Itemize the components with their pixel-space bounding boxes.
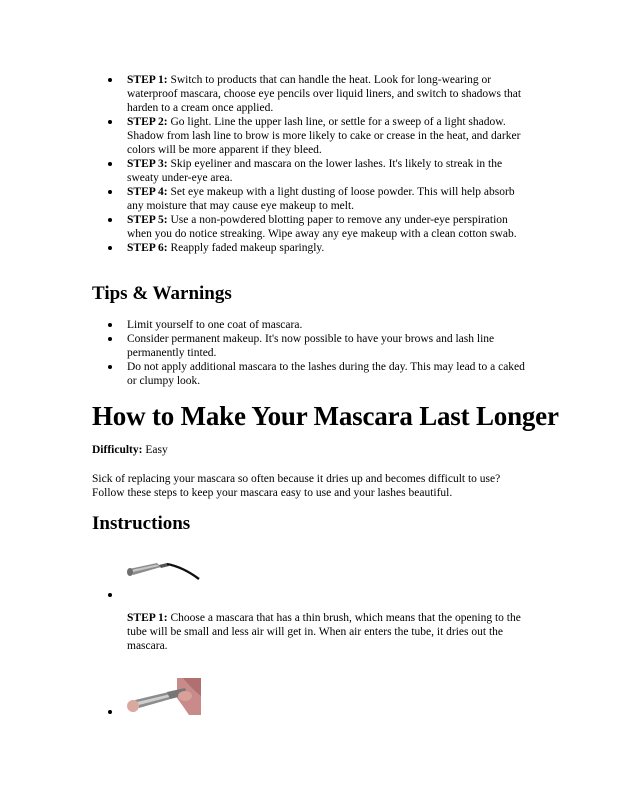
step-label: STEP 4: [127, 186, 168, 198]
step-text: Go light. Line the upper lash line, or settle for a sweep of a light shadow. Shadow from lash line to brow is more likely to cake or crease in the heat, and darker colors will be more apparent if they bleed. [127, 116, 521, 156]
step-text: Use a non-powdered blotting paper to remove any under-eye perspiration when you do notice streaking. Wipe away any eye makeup with a clean cotton swab. [127, 214, 517, 240]
list-item [92, 115, 532, 157]
step-label: STEP 1: [127, 612, 168, 624]
mascara-tube-image [127, 678, 201, 715]
step-label: STEP 5: [127, 214, 168, 226]
list-item: Do not apply additional mascara to the lashes during the day. This may lead to a caked or clumpy look. [92, 360, 532, 388]
list-item [92, 157, 532, 185]
step-text: Skip eyeliner and mascara on the lower lashes. It's likely to streak in the sweaty under-eye area. [127, 158, 503, 184]
list-bullet [108, 710, 112, 714]
steps-list [92, 73, 532, 255]
intro-paragraph: Sick of replacing your mascara so often because it dries up and becomes difficult to use? Follow these steps to keep your mascara easy to use and your lashes beautiful. [92, 473, 501, 499]
step-label: STEP 3: [127, 158, 168, 170]
mascara-wand-image [127, 555, 201, 585]
list-item [92, 185, 532, 213]
list-item [92, 213, 532, 241]
step-text: Reapply faded makeup sparingly. [167, 242, 325, 254]
tips-list [92, 318, 532, 388]
difficulty-value: Easy [142, 444, 168, 456]
step-text: Set eye makeup with a light dusting of loose powder. This will help absorb any moisture that may cause eye makeup to melt. [127, 186, 515, 212]
difficulty-label: Difficulty: [92, 444, 143, 456]
list-item: Limit yourself to one coat of mascara. [92, 318, 532, 332]
step-label: STEP 6: [127, 242, 168, 254]
list-bullet [108, 593, 112, 597]
list-item [92, 241, 532, 255]
step-label: STEP 1: [127, 74, 168, 86]
step-text: Switch to products that can handle the heat. Look for long-wearing or waterproof mascara, choose eye pencils over liquid liners, and switch to shadows that harden to a cream once applied. [127, 74, 522, 114]
list-item: Consider permanent makeup. It's now possible to have your brows and lash line permanently tinted. [92, 332, 532, 360]
step-label: STEP 2: [127, 116, 168, 128]
tips-heading: Tips & Warnings [92, 283, 232, 304]
instructions-heading: Instructions [92, 513, 191, 534]
difficulty-line [92, 443, 168, 457]
step-text: Choose a mascara that has a thin brush, which means that the opening to the tube will be small and less air will get in. When air enters the tube, it dries out the mascara. [127, 612, 521, 652]
instruction-step [127, 611, 532, 653]
list-item [92, 73, 532, 115]
article-title: How to Make Your Mascara Last Longer [92, 401, 559, 431]
